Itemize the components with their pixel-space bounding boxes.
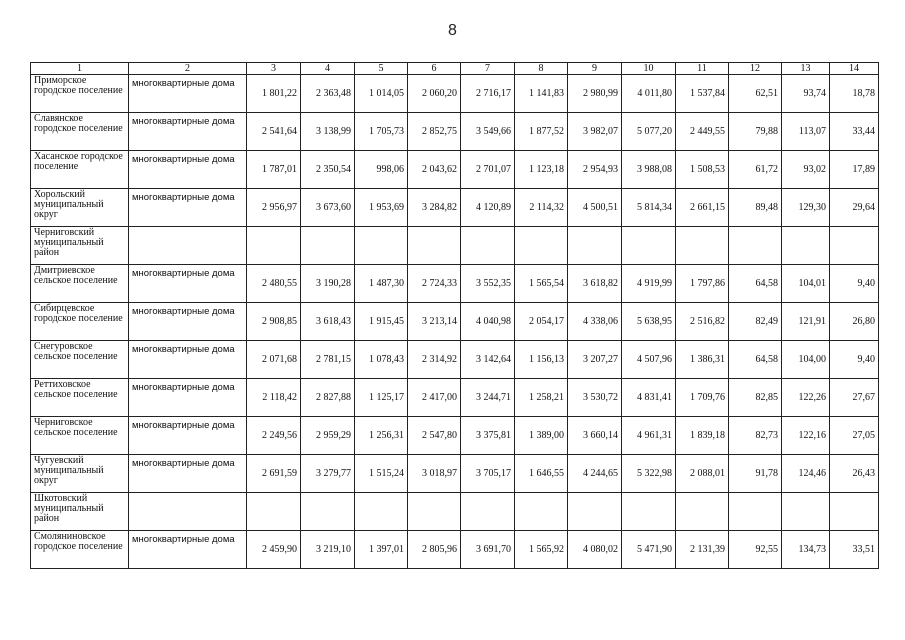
value-cell-col-13 (782, 227, 830, 265)
table-row (31, 341, 879, 379)
value-cell-col-7 (461, 227, 515, 265)
table-row (31, 189, 879, 227)
table-row (31, 113, 879, 151)
table-row (31, 151, 879, 189)
table-row (31, 493, 879, 531)
value-cell-col-6: 2 043,62 (408, 151, 461, 189)
municipality-name: Реттиховское сельское поселение (31, 379, 129, 417)
value-cell-col-3: 1 801,22 (247, 75, 301, 113)
value-cell-col-11: 1 839,18 (676, 417, 729, 455)
value-cell-col-3: 2 459,90 (247, 531, 301, 569)
value-cell-col-9: 3 207,27 (568, 341, 622, 379)
column-header-10: 10 (622, 63, 676, 75)
value-cell-col-3: 2 118,42 (247, 379, 301, 417)
value-cell-col-10 (622, 227, 676, 265)
value-cell-col-5: 1 705,73 (355, 113, 408, 151)
value-cell-col-10: 4 919,99 (622, 265, 676, 303)
housing-type: многоквартирные дома (129, 265, 247, 303)
table-row (31, 379, 879, 417)
value-cell-col-14: 33,44 (830, 113, 879, 151)
municipality-name: Сибирцевское городское поселение (31, 303, 129, 341)
value-cell-col-5: 998,06 (355, 151, 408, 189)
value-cell-col-3 (247, 493, 301, 531)
value-cell-col-7: 3 142,64 (461, 341, 515, 379)
value-cell-col-10: 4 011,80 (622, 75, 676, 113)
value-cell-col-13: 124,46 (782, 455, 830, 493)
value-cell-col-14 (830, 227, 879, 265)
housing-type: многоквартирные дома (129, 531, 247, 569)
value-cell-col-4: 2 350,54 (301, 151, 355, 189)
value-cell-col-5: 1 915,45 (355, 303, 408, 341)
value-cell-col-5: 1 256,31 (355, 417, 408, 455)
value-cell-col-9: 2 954,93 (568, 151, 622, 189)
municipality-name: Черниговский муниципальный район (31, 227, 129, 265)
value-cell-col-14: 27,67 (830, 379, 879, 417)
value-cell-col-9: 3 530,72 (568, 379, 622, 417)
value-cell-col-13: 129,30 (782, 189, 830, 227)
column-header-1: 1 (31, 63, 129, 75)
value-cell-col-9: 3 982,07 (568, 113, 622, 151)
value-cell-col-9 (568, 493, 622, 531)
value-cell-col-10: 5 322,98 (622, 455, 676, 493)
value-cell-col-7: 2 701,07 (461, 151, 515, 189)
tariff-table (30, 62, 879, 569)
value-cell-col-4: 2 827,88 (301, 379, 355, 417)
value-cell-col-6: 2 417,00 (408, 379, 461, 417)
municipality-name: Хасанское городское поселение (31, 151, 129, 189)
value-cell-col-13: 93,74 (782, 75, 830, 113)
value-cell-col-8: 1 646,55 (515, 455, 568, 493)
value-cell-col-6: 2 805,96 (408, 531, 461, 569)
value-cell-col-14: 29,64 (830, 189, 879, 227)
value-cell-col-3 (247, 227, 301, 265)
value-cell-col-6: 2 547,80 (408, 417, 461, 455)
value-cell-col-5: 1 014,05 (355, 75, 408, 113)
value-cell-col-11: 1 508,53 (676, 151, 729, 189)
housing-type: многоквартирные дома (129, 113, 247, 151)
value-cell-col-12: 64,58 (729, 341, 782, 379)
value-cell-col-3: 2 249,56 (247, 417, 301, 455)
housing-type: многоквартирные дома (129, 341, 247, 379)
value-cell-col-6: 3 018,97 (408, 455, 461, 493)
value-cell-col-3: 2 908,85 (247, 303, 301, 341)
municipality-name: Смоляниновское городское поселение (31, 531, 129, 569)
column-header-11: 11 (676, 63, 729, 75)
column-header-2: 2 (129, 63, 247, 75)
value-cell-col-8: 1 156,13 (515, 341, 568, 379)
table-row (31, 265, 879, 303)
column-header-13: 13 (782, 63, 830, 75)
housing-type: многоквартирные дома (129, 75, 247, 113)
housing-type: многоквартирные дома (129, 417, 247, 455)
housing-type: многоквартирные дома (129, 151, 247, 189)
value-cell-col-14: 27,05 (830, 417, 879, 455)
value-cell-col-6 (408, 493, 461, 531)
page-number: 8 (448, 22, 457, 39)
value-cell-col-10: 3 988,08 (622, 151, 676, 189)
value-cell-col-7: 3 691,70 (461, 531, 515, 569)
value-cell-col-8: 2 054,17 (515, 303, 568, 341)
value-cell-col-14: 26,43 (830, 455, 879, 493)
value-cell-col-10: 5 471,90 (622, 531, 676, 569)
value-cell-col-4: 2 363,48 (301, 75, 355, 113)
value-cell-col-13: 122,16 (782, 417, 830, 455)
value-cell-col-6: 2 314,92 (408, 341, 461, 379)
value-cell-col-7: 3 552,35 (461, 265, 515, 303)
value-cell-col-8: 2 114,32 (515, 189, 568, 227)
municipality-name: Дмитриевское сельское поселение (31, 265, 129, 303)
value-cell-col-9 (568, 227, 622, 265)
value-cell-col-5 (355, 493, 408, 531)
value-cell-col-12: 62,51 (729, 75, 782, 113)
value-cell-col-7: 3 549,66 (461, 113, 515, 151)
value-cell-col-13: 113,07 (782, 113, 830, 151)
value-cell-col-8 (515, 493, 568, 531)
value-cell-col-12 (729, 227, 782, 265)
value-cell-col-9: 3 618,82 (568, 265, 622, 303)
value-cell-col-9: 2 980,99 (568, 75, 622, 113)
municipality-name: Приморское городское поселение (31, 75, 129, 113)
value-cell-col-13: 104,01 (782, 265, 830, 303)
value-cell-col-12: 64,58 (729, 265, 782, 303)
table-body (31, 75, 879, 569)
value-cell-col-6: 2 724,33 (408, 265, 461, 303)
value-cell-col-10 (622, 493, 676, 531)
value-cell-col-12: 82,73 (729, 417, 782, 455)
value-cell-col-5: 1 953,69 (355, 189, 408, 227)
column-header-14: 14 (830, 63, 879, 75)
housing-type: многоквартирные дома (129, 379, 247, 417)
value-cell-col-11 (676, 227, 729, 265)
value-cell-col-4: 3 618,43 (301, 303, 355, 341)
value-cell-col-4 (301, 493, 355, 531)
value-cell-col-11: 1 797,86 (676, 265, 729, 303)
value-cell-col-3: 2 480,55 (247, 265, 301, 303)
value-cell-col-11: 1 386,31 (676, 341, 729, 379)
value-cell-col-11: 2 661,15 (676, 189, 729, 227)
municipality-name: Черниговское сельское поселение (31, 417, 129, 455)
value-cell-col-12 (729, 493, 782, 531)
value-cell-col-3: 1 787,01 (247, 151, 301, 189)
value-cell-col-12: 82,85 (729, 379, 782, 417)
value-cell-col-6: 3 213,14 (408, 303, 461, 341)
table-row (31, 417, 879, 455)
value-cell-col-9: 4 244,65 (568, 455, 622, 493)
column-header-4: 4 (301, 63, 355, 75)
value-cell-col-9: 4 080,02 (568, 531, 622, 569)
value-cell-col-3: 2 541,64 (247, 113, 301, 151)
value-cell-col-5: 1 125,17 (355, 379, 408, 417)
value-cell-col-8: 1 258,21 (515, 379, 568, 417)
value-cell-col-4: 3 219,10 (301, 531, 355, 569)
value-cell-col-13: 121,91 (782, 303, 830, 341)
value-cell-col-10: 4 507,96 (622, 341, 676, 379)
housing-type: многоквартирные дома (129, 455, 247, 493)
value-cell-col-10: 5 077,20 (622, 113, 676, 151)
column-header-6: 6 (408, 63, 461, 75)
value-cell-col-4: 3 279,77 (301, 455, 355, 493)
value-cell-col-6: 2 852,75 (408, 113, 461, 151)
value-cell-col-8: 1 141,83 (515, 75, 568, 113)
value-cell-col-11: 2 516,82 (676, 303, 729, 341)
value-cell-col-14: 9,40 (830, 265, 879, 303)
value-cell-col-4: 3 673,60 (301, 189, 355, 227)
column-header-9: 9 (568, 63, 622, 75)
value-cell-col-11 (676, 493, 729, 531)
value-cell-col-4: 2 959,29 (301, 417, 355, 455)
value-cell-col-8: 1 123,18 (515, 151, 568, 189)
value-cell-col-9: 4 338,06 (568, 303, 622, 341)
value-cell-col-14 (830, 493, 879, 531)
value-cell-col-7: 3 244,71 (461, 379, 515, 417)
value-cell-col-6 (408, 227, 461, 265)
value-cell-col-14: 33,51 (830, 531, 879, 569)
value-cell-col-7: 4 120,89 (461, 189, 515, 227)
value-cell-col-7: 3 705,17 (461, 455, 515, 493)
value-cell-col-7: 3 375,81 (461, 417, 515, 455)
value-cell-col-3: 2 956,97 (247, 189, 301, 227)
value-cell-col-9: 3 660,14 (568, 417, 622, 455)
housing-type: многоквартирные дома (129, 303, 247, 341)
housing-type: многоквартирные дома (129, 189, 247, 227)
value-cell-col-14: 18,78 (830, 75, 879, 113)
housing-type (129, 227, 247, 265)
value-cell-col-13 (782, 493, 830, 531)
column-header-5: 5 (355, 63, 408, 75)
value-cell-col-8: 1 565,54 (515, 265, 568, 303)
value-cell-col-6: 2 060,20 (408, 75, 461, 113)
value-cell-col-9: 4 500,51 (568, 189, 622, 227)
value-cell-col-12: 79,88 (729, 113, 782, 151)
value-cell-col-13: 134,73 (782, 531, 830, 569)
value-cell-col-10: 4 831,41 (622, 379, 676, 417)
municipality-name: Шкотовский муниципальный район (31, 493, 129, 531)
value-cell-col-14: 17,89 (830, 151, 879, 189)
value-cell-col-10: 5 638,95 (622, 303, 676, 341)
value-cell-col-11: 2 449,55 (676, 113, 729, 151)
value-cell-col-12: 92,55 (729, 531, 782, 569)
table-row (31, 303, 879, 341)
table-row (31, 227, 879, 265)
table-row (31, 531, 879, 569)
table-row (31, 455, 879, 493)
value-cell-col-10: 4 961,31 (622, 417, 676, 455)
municipality-name: Чугуевский муниципальный округ (31, 455, 129, 493)
value-cell-col-14: 26,80 (830, 303, 879, 341)
value-cell-col-6: 3 284,82 (408, 189, 461, 227)
column-header-7: 7 (461, 63, 515, 75)
value-cell-col-8: 1 877,52 (515, 113, 568, 151)
value-cell-col-7: 4 040,98 (461, 303, 515, 341)
value-cell-col-13: 93,02 (782, 151, 830, 189)
column-header-12: 12 (729, 63, 782, 75)
housing-type (129, 493, 247, 531)
value-cell-col-7 (461, 493, 515, 531)
value-cell-col-5: 1 515,24 (355, 455, 408, 493)
value-cell-col-11: 2 088,01 (676, 455, 729, 493)
value-cell-col-12: 91,78 (729, 455, 782, 493)
value-cell-col-5 (355, 227, 408, 265)
value-cell-col-5: 1 487,30 (355, 265, 408, 303)
column-header-3: 3 (247, 63, 301, 75)
value-cell-col-3: 2 071,68 (247, 341, 301, 379)
value-cell-col-13: 122,26 (782, 379, 830, 417)
value-cell-col-10: 5 814,34 (622, 189, 676, 227)
value-cell-col-11: 1 537,84 (676, 75, 729, 113)
value-cell-col-3: 2 691,59 (247, 455, 301, 493)
municipality-name: Славянское городское поселение (31, 113, 129, 151)
header-row (31, 63, 879, 75)
value-cell-col-11: 1 709,76 (676, 379, 729, 417)
value-cell-col-8 (515, 227, 568, 265)
value-cell-col-12: 82,49 (729, 303, 782, 341)
value-cell-col-8: 1 565,92 (515, 531, 568, 569)
value-cell-col-5: 1 397,01 (355, 531, 408, 569)
value-cell-col-5: 1 078,43 (355, 341, 408, 379)
column-header-8: 8 (515, 63, 568, 75)
municipality-name: Снегуровское сельское поселение (31, 341, 129, 379)
value-cell-col-11: 2 131,39 (676, 531, 729, 569)
value-cell-col-12: 61,72 (729, 151, 782, 189)
value-cell-col-7: 2 716,17 (461, 75, 515, 113)
value-cell-col-12: 89,48 (729, 189, 782, 227)
value-cell-col-13: 104,00 (782, 341, 830, 379)
value-cell-col-4: 3 190,28 (301, 265, 355, 303)
value-cell-col-4: 2 781,15 (301, 341, 355, 379)
value-cell-col-8: 1 389,00 (515, 417, 568, 455)
municipality-name: Хорольский муниципальный округ (31, 189, 129, 227)
table-header (31, 63, 879, 75)
value-cell-col-4 (301, 227, 355, 265)
value-cell-col-4: 3 138,99 (301, 113, 355, 151)
value-cell-col-14: 9,40 (830, 341, 879, 379)
table-row (31, 75, 879, 113)
